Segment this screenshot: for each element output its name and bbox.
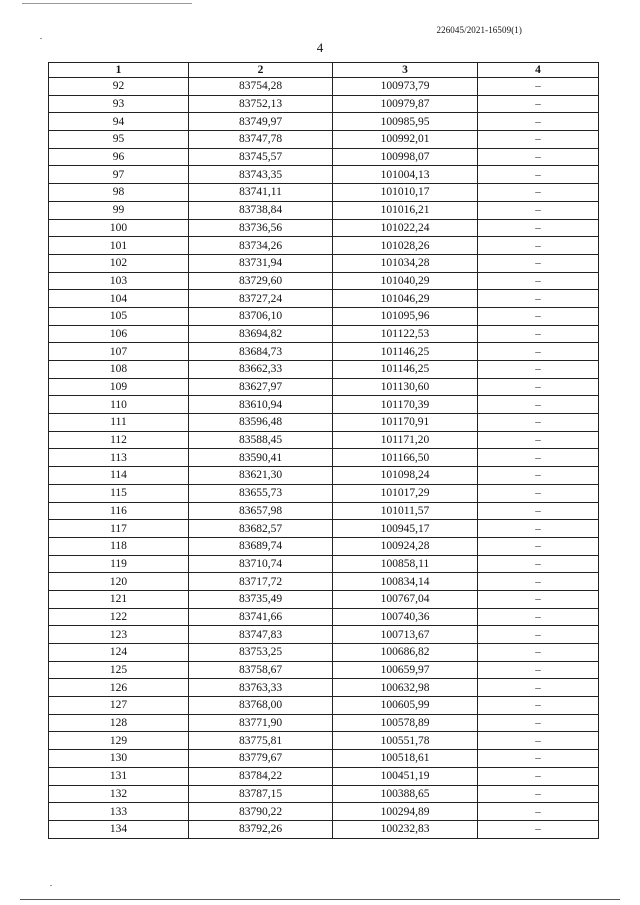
column-4-cell: – — [478, 449, 599, 467]
y-coordinate-cell: 100605,99 — [333, 697, 478, 715]
y-coordinate-cell: 100294,89 — [333, 803, 478, 821]
column-4-cell: – — [478, 166, 599, 184]
y-coordinate-cell: 101122,53 — [333, 325, 478, 343]
x-coordinate-cell: 83684,73 — [189, 343, 333, 361]
table-row — [49, 449, 599, 467]
table-row — [49, 661, 599, 679]
column-4-cell: – — [478, 307, 599, 325]
table-row — [49, 290, 599, 308]
point-number-cell: 121 — [49, 590, 189, 608]
y-coordinate-cell: 100659,97 — [333, 661, 478, 679]
x-coordinate-cell: 83657,98 — [189, 502, 333, 520]
table-row — [49, 148, 599, 166]
x-coordinate-cell: 83590,41 — [189, 449, 333, 467]
table-row — [49, 378, 599, 396]
point-number-cell: 98 — [49, 184, 189, 202]
y-coordinate-cell: 101095,96 — [333, 307, 478, 325]
y-coordinate-cell: 101166,50 — [333, 449, 478, 467]
table-row — [49, 396, 599, 414]
page-number: 4 — [316, 40, 324, 55]
y-coordinate-cell: 101098,24 — [333, 467, 478, 485]
y-coordinate-cell: 100451,19 — [333, 767, 478, 785]
x-coordinate-cell: 83753,25 — [189, 644, 333, 662]
column-4-cell: – — [478, 467, 599, 485]
x-coordinate-cell: 83792,26 — [189, 820, 333, 838]
column-4-cell: – — [478, 697, 599, 715]
x-coordinate-cell: 83743,35 — [189, 166, 333, 184]
point-number-cell: 122 — [49, 608, 189, 626]
point-number-cell: 108 — [49, 361, 189, 379]
y-coordinate-cell: 101010,17 — [333, 184, 478, 202]
y-coordinate-cell: 101146,25 — [333, 343, 478, 361]
point-number-cell: 123 — [49, 626, 189, 644]
point-number-cell: 100 — [49, 219, 189, 237]
y-coordinate-cell: 101170,91 — [333, 414, 478, 432]
table-row — [49, 219, 599, 237]
point-number-cell: 112 — [49, 431, 189, 449]
point-number-cell: 127 — [49, 697, 189, 715]
column-4-cell: – — [478, 767, 599, 785]
column-4-cell: – — [478, 378, 599, 396]
column-4-cell: – — [478, 254, 599, 272]
x-coordinate-cell: 83729,60 — [189, 272, 333, 290]
point-number-cell: 126 — [49, 679, 189, 697]
x-coordinate-cell: 83706,10 — [189, 307, 333, 325]
table-row — [49, 325, 599, 343]
point-number-cell: 104 — [49, 290, 189, 308]
column-4-cell: – — [478, 361, 599, 379]
table-row — [49, 767, 599, 785]
point-number-cell: 110 — [49, 396, 189, 414]
y-coordinate-cell: 100998,07 — [333, 148, 478, 166]
column-header: 3 — [333, 63, 478, 78]
x-coordinate-cell: 83747,78 — [189, 131, 333, 149]
table-row — [49, 467, 599, 485]
column-4-cell: – — [478, 201, 599, 219]
table-row — [49, 343, 599, 361]
y-coordinate-cell: 100979,87 — [333, 95, 478, 113]
point-number-cell: 113 — [49, 449, 189, 467]
point-number-cell: 97 — [49, 166, 189, 184]
x-coordinate-cell: 83727,24 — [189, 290, 333, 308]
point-number-cell: 117 — [49, 520, 189, 538]
table-row — [49, 166, 599, 184]
x-coordinate-cell: 83745,57 — [189, 148, 333, 166]
table-header-row — [49, 63, 599, 78]
y-coordinate-cell: 101016,21 — [333, 201, 478, 219]
y-coordinate-cell: 101004,13 — [333, 166, 478, 184]
point-number-cell: 134 — [49, 820, 189, 838]
point-number-cell: 111 — [49, 414, 189, 432]
y-coordinate-cell: 100388,65 — [333, 785, 478, 803]
y-coordinate-cell: 100740,36 — [333, 608, 478, 626]
table-row — [49, 697, 599, 715]
table-row — [49, 608, 599, 626]
table-row — [49, 431, 599, 449]
x-coordinate-cell: 83596,48 — [189, 414, 333, 432]
y-coordinate-cell: 100232,83 — [333, 820, 478, 838]
table-row — [49, 732, 599, 750]
column-4-cell: – — [478, 325, 599, 343]
x-coordinate-cell: 83694,82 — [189, 325, 333, 343]
x-coordinate-cell: 83771,90 — [189, 714, 333, 732]
coordinates-table — [48, 62, 599, 839]
table-row — [49, 590, 599, 608]
column-4-cell: – — [478, 95, 599, 113]
point-number-cell: 131 — [49, 767, 189, 785]
table-row — [49, 803, 599, 821]
y-coordinate-cell: 101130,60 — [333, 378, 478, 396]
column-4-cell: – — [478, 414, 599, 432]
y-coordinate-cell: 101017,29 — [333, 484, 478, 502]
y-coordinate-cell: 100858,11 — [333, 555, 478, 573]
column-4-cell: – — [478, 820, 599, 838]
table-row — [49, 502, 599, 520]
y-coordinate-cell: 100578,89 — [333, 714, 478, 732]
column-4-cell: – — [478, 520, 599, 538]
y-coordinate-cell: 100713,67 — [333, 626, 478, 644]
x-coordinate-cell: 83754,28 — [189, 78, 333, 96]
column-4-cell: – — [478, 573, 599, 591]
x-coordinate-cell: 83717,72 — [189, 573, 333, 591]
table-row — [49, 237, 599, 255]
table-row — [49, 184, 599, 202]
table-row — [49, 820, 599, 838]
point-number-cell: 102 — [49, 254, 189, 272]
column-4-cell: – — [478, 537, 599, 555]
table-row — [49, 626, 599, 644]
scan-bottom-rule — [20, 899, 620, 900]
y-coordinate-cell: 100945,17 — [333, 520, 478, 538]
point-number-cell: 124 — [49, 644, 189, 662]
column-header: 2 — [189, 63, 333, 78]
x-coordinate-cell: 83627,97 — [189, 378, 333, 396]
column-4-cell: – — [478, 431, 599, 449]
point-number-cell: 128 — [49, 714, 189, 732]
x-coordinate-cell: 83752,13 — [189, 95, 333, 113]
table-row — [49, 78, 599, 96]
table-row — [49, 750, 599, 768]
point-number-cell: 116 — [49, 502, 189, 520]
column-4-cell: – — [478, 237, 599, 255]
column-header: 1 — [49, 63, 189, 78]
column-4-cell: – — [478, 396, 599, 414]
x-coordinate-cell: 83741,66 — [189, 608, 333, 626]
y-coordinate-cell: 100992,01 — [333, 131, 478, 149]
point-number-cell: 94 — [49, 113, 189, 131]
table-row — [49, 714, 599, 732]
table-row — [49, 113, 599, 131]
column-header: 4 — [478, 63, 599, 78]
x-coordinate-cell: 83735,49 — [189, 590, 333, 608]
column-4-cell: – — [478, 272, 599, 290]
x-coordinate-cell: 83731,94 — [189, 254, 333, 272]
column-4-cell: – — [478, 502, 599, 520]
column-4-cell: – — [478, 714, 599, 732]
table-row — [49, 272, 599, 290]
point-number-cell: 132 — [49, 785, 189, 803]
column-4-cell: – — [478, 679, 599, 697]
point-number-cell: 106 — [49, 325, 189, 343]
point-number-cell: 130 — [49, 750, 189, 768]
column-4-cell: – — [478, 555, 599, 573]
column-4-cell: – — [478, 148, 599, 166]
document-id: 226045/2021-16509(1) — [436, 25, 522, 35]
x-coordinate-cell: 83790,22 — [189, 803, 333, 821]
point-number-cell: 103 — [49, 272, 189, 290]
point-number-cell: 120 — [49, 573, 189, 591]
y-coordinate-cell: 101040,29 — [333, 272, 478, 290]
column-4-cell: – — [478, 290, 599, 308]
column-4-cell: – — [478, 644, 599, 662]
y-coordinate-cell: 100924,28 — [333, 537, 478, 555]
y-coordinate-cell: 100973,79 — [333, 78, 478, 96]
table-row — [49, 414, 599, 432]
table-row — [49, 361, 599, 379]
x-coordinate-cell: 83768,00 — [189, 697, 333, 715]
x-coordinate-cell: 83689,74 — [189, 537, 333, 555]
y-coordinate-cell: 100518,61 — [333, 750, 478, 768]
x-coordinate-cell: 83763,33 — [189, 679, 333, 697]
x-coordinate-cell: 83741,11 — [189, 184, 333, 202]
column-4-cell: – — [478, 343, 599, 361]
point-number-cell: 93 — [49, 95, 189, 113]
point-number-cell: 92 — [49, 78, 189, 96]
x-coordinate-cell: 83682,57 — [189, 520, 333, 538]
point-number-cell: 99 — [49, 201, 189, 219]
y-coordinate-cell: 100985,95 — [333, 113, 478, 131]
column-4-cell: – — [478, 484, 599, 502]
x-coordinate-cell: 83734,26 — [189, 237, 333, 255]
x-coordinate-cell: 83749,97 — [189, 113, 333, 131]
scan-top-rule — [22, 3, 192, 4]
y-coordinate-cell: 101034,28 — [333, 254, 478, 272]
point-number-cell: 118 — [49, 537, 189, 555]
table-row — [49, 679, 599, 697]
x-coordinate-cell: 83621,30 — [189, 467, 333, 485]
column-4-cell: – — [478, 131, 599, 149]
column-4-cell: – — [478, 78, 599, 96]
y-coordinate-cell: 100632,98 — [333, 679, 478, 697]
column-4-cell: – — [478, 608, 599, 626]
scan-speck — [40, 38, 42, 39]
y-coordinate-cell: 100686,82 — [333, 644, 478, 662]
table-row — [49, 201, 599, 219]
x-coordinate-cell: 83655,73 — [189, 484, 333, 502]
column-4-cell: – — [478, 590, 599, 608]
point-number-cell: 101 — [49, 237, 189, 255]
column-4-cell: – — [478, 113, 599, 131]
x-coordinate-cell: 83787,15 — [189, 785, 333, 803]
x-coordinate-cell: 83710,74 — [189, 555, 333, 573]
column-4-cell: – — [478, 750, 599, 768]
x-coordinate-cell: 83775,81 — [189, 732, 333, 750]
x-coordinate-cell: 83747,83 — [189, 626, 333, 644]
x-coordinate-cell: 83736,56 — [189, 219, 333, 237]
table-row — [49, 520, 599, 538]
y-coordinate-cell: 101028,26 — [333, 237, 478, 255]
table-row — [49, 254, 599, 272]
table-body — [49, 78, 599, 839]
y-coordinate-cell: 100551,78 — [333, 732, 478, 750]
x-coordinate-cell: 83758,67 — [189, 661, 333, 679]
column-4-cell: – — [478, 785, 599, 803]
y-coordinate-cell: 101171,20 — [333, 431, 478, 449]
column-4-cell: – — [478, 184, 599, 202]
point-number-cell: 129 — [49, 732, 189, 750]
y-coordinate-cell: 100834,14 — [333, 573, 478, 591]
point-number-cell: 105 — [49, 307, 189, 325]
column-4-cell: – — [478, 661, 599, 679]
x-coordinate-cell: 83738,84 — [189, 201, 333, 219]
y-coordinate-cell: 101022,24 — [333, 219, 478, 237]
point-number-cell: 95 — [49, 131, 189, 149]
point-number-cell: 109 — [49, 378, 189, 396]
table-row — [49, 307, 599, 325]
table-row — [49, 484, 599, 502]
y-coordinate-cell: 101170,39 — [333, 396, 478, 414]
y-coordinate-cell: 101046,29 — [333, 290, 478, 308]
y-coordinate-cell: 101146,25 — [333, 361, 478, 379]
x-coordinate-cell: 83662,33 — [189, 361, 333, 379]
point-number-cell: 115 — [49, 484, 189, 502]
column-4-cell: – — [478, 732, 599, 750]
x-coordinate-cell: 83779,67 — [189, 750, 333, 768]
x-coordinate-cell: 83610,94 — [189, 396, 333, 414]
point-number-cell: 96 — [49, 148, 189, 166]
y-coordinate-cell: 100767,04 — [333, 590, 478, 608]
point-number-cell: 125 — [49, 661, 189, 679]
point-number-cell: 133 — [49, 803, 189, 821]
point-number-cell: 114 — [49, 467, 189, 485]
column-4-cell: – — [478, 626, 599, 644]
table-row — [49, 785, 599, 803]
x-coordinate-cell: 83588,45 — [189, 431, 333, 449]
table-row — [49, 131, 599, 149]
table-row — [49, 644, 599, 662]
scan-speck — [50, 885, 52, 886]
column-4-cell: – — [478, 219, 599, 237]
table-row — [49, 95, 599, 113]
point-number-cell: 107 — [49, 343, 189, 361]
y-coordinate-cell: 101011,57 — [333, 502, 478, 520]
column-4-cell: – — [478, 803, 599, 821]
point-number-cell: 119 — [49, 555, 189, 573]
x-coordinate-cell: 83784,22 — [189, 767, 333, 785]
table-row — [49, 537, 599, 555]
table-row — [49, 573, 599, 591]
table-row — [49, 555, 599, 573]
